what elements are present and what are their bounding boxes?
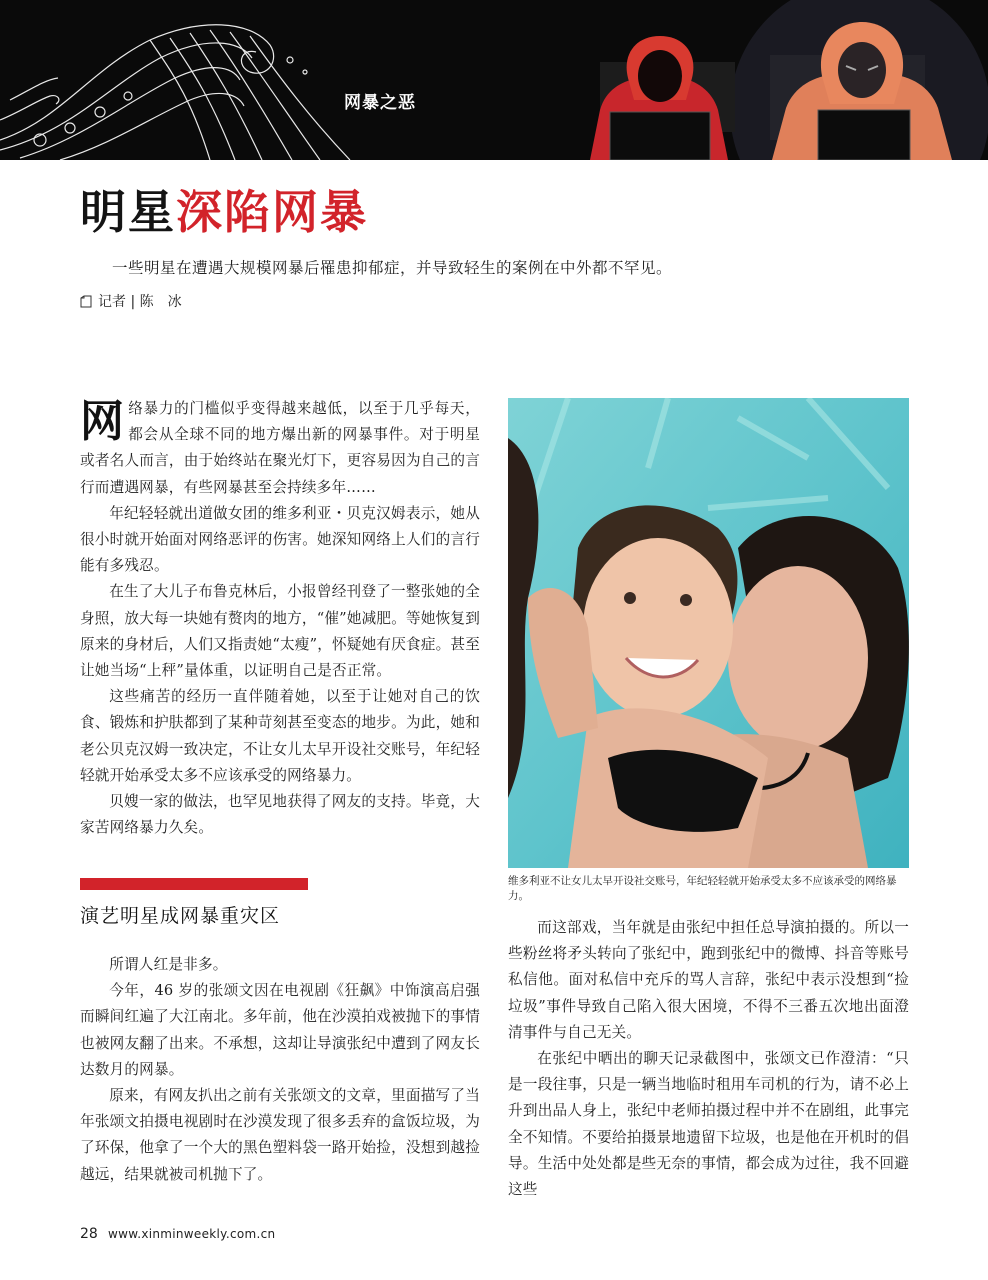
paragraph-7: 今年，46 岁的张颂文因在电视剧《狂飙》中饰演高启强而瞬间红遍了大江南北。多年前，他在沙漠拍戏被抛下的事情也被网友翻了出来。不承想，这却让导演张纪中遭到了网友长达数月的网暴。 [80, 982, 480, 1078]
byline [80, 291, 182, 311]
red-hacker-illustration [590, 36, 735, 160]
paragraph-10: 在张纪中晒出的聊天记录截图中，张颂文已作澄清：“只是一段往事，只是一辆当地临时租用车司机的行为，请不必上升到出品人身上，张纪中老师拍摄过程中并不在剧组，此事完全不知情。不要给拍摄景地遗留下垃圾，也是他在开机时的倡导。生活中处处都是些无奈的事情，都会成为过往，我不回避这些 [508, 1050, 909, 1199]
left-column-top [80, 396, 480, 841]
paragraph-3: 在生了大儿子布鲁克林后，小报曾经刊登了一整张她的全身照，放大每一块她有赘肉的地方，“催”她减肥。等她恢复到原来的身材后，人们又指责她“太瘦”，怀疑她有厌食症。甚至让她当场“上秤”量体重，以证明自己是否正常。 [80, 583, 480, 680]
article-photo [508, 398, 909, 868]
paragraph-1: 网络暴力的门槛似乎变得越来越低，以至于几乎每天，都会从全球不同的地方爆出新的网暴事件。对于明星或者名人而言，由于始终站在聚光灯下，更容易因为自己的言行而遭遇网暴，有些网暴甚至会持续多年…… [80, 396, 480, 496]
banner-illustration [0, 0, 988, 160]
page-footer [80, 1226, 275, 1242]
wave-illustration [0, 25, 350, 160]
title-red-part: 深陷网暴 [176, 185, 368, 239]
photo-caption: 维多利亚不让女儿太早开设社交账号，年纪轻轻就开始承受太多不应该承受的网络暴力。 [508, 875, 897, 902]
header-banner [0, 0, 988, 160]
paragraph-9: 而这部戏，当年就是由张纪中担任总导演拍摄的。所以一些粉丝将矛头转向了张纪中，跑到张纪中的微博、抖音等账号私信他。面对私信中充斥的骂人言辞，张纪中表示没想到“捡垃圾”事件导致自己陷入很大困境，不得不三番五次地出面澄清事件与自己无关。 [508, 919, 909, 1041]
page-number: 28 [80, 1226, 98, 1242]
title-black-part: 明星 [80, 185, 176, 239]
section-tag[interactable]: 网暴之恶 [344, 93, 416, 113]
section-divider-bar [80, 878, 308, 890]
paragraph-8: 原来，有网友扒出之前有关张颂文的文章，里面描写了当年张颂文拍摄电视剧时在沙漠发现了很多丢弃的盒饭垃圾，为了环保，他拿了一个大的黑色塑料袋一路开始捡，没想到越捡越远，结果就被司机抛下了。 [80, 1087, 480, 1183]
article-title [80, 184, 368, 240]
website-link[interactable]: www.xinminweekly.com.cn [107, 1227, 276, 1241]
paragraph-5: 贝嫂一家的做法，也罕见地获得了网友的支持。毕竟，大家苦网络暴力久矣。 [80, 793, 480, 837]
byline-text: 记者 | 陈 冰 [98, 294, 182, 310]
paragraph-4: 这些痛苦的经历一直伴随着她，以至于让她对自己的饮食、锻炼和护肤都到了某种苛刻甚至变态的地步。为此，她和老公贝克汉姆一致决定，不让女儿太早开设社交账号，年纪轻轻就开始承受太多不应该承受的网络暴力。 [80, 688, 480, 784]
photo-illustration [508, 398, 909, 868]
left-column-bottom [80, 952, 480, 1188]
drop-cap: 网 [80, 396, 125, 447]
article-subtitle: 一些明星在遭遇大规模网暴后罹患抑郁症，并导致轻生的案例在中外都不罕见。 [112, 259, 673, 277]
pen-icon [80, 295, 92, 308]
paragraph-2: 年纪轻轻就出道做女团的维多利亚・贝克汉姆表示，她从很小时就开始面对网络恶评的伤害。她深知网络上人们的言行能有多残忍。 [80, 504, 480, 575]
section-subhead: 演艺明星成网暴重灾区 [80, 905, 281, 927]
paragraph-6: 所谓人红是非多。 [109, 956, 228, 973]
right-column-bottom [508, 915, 909, 1203]
